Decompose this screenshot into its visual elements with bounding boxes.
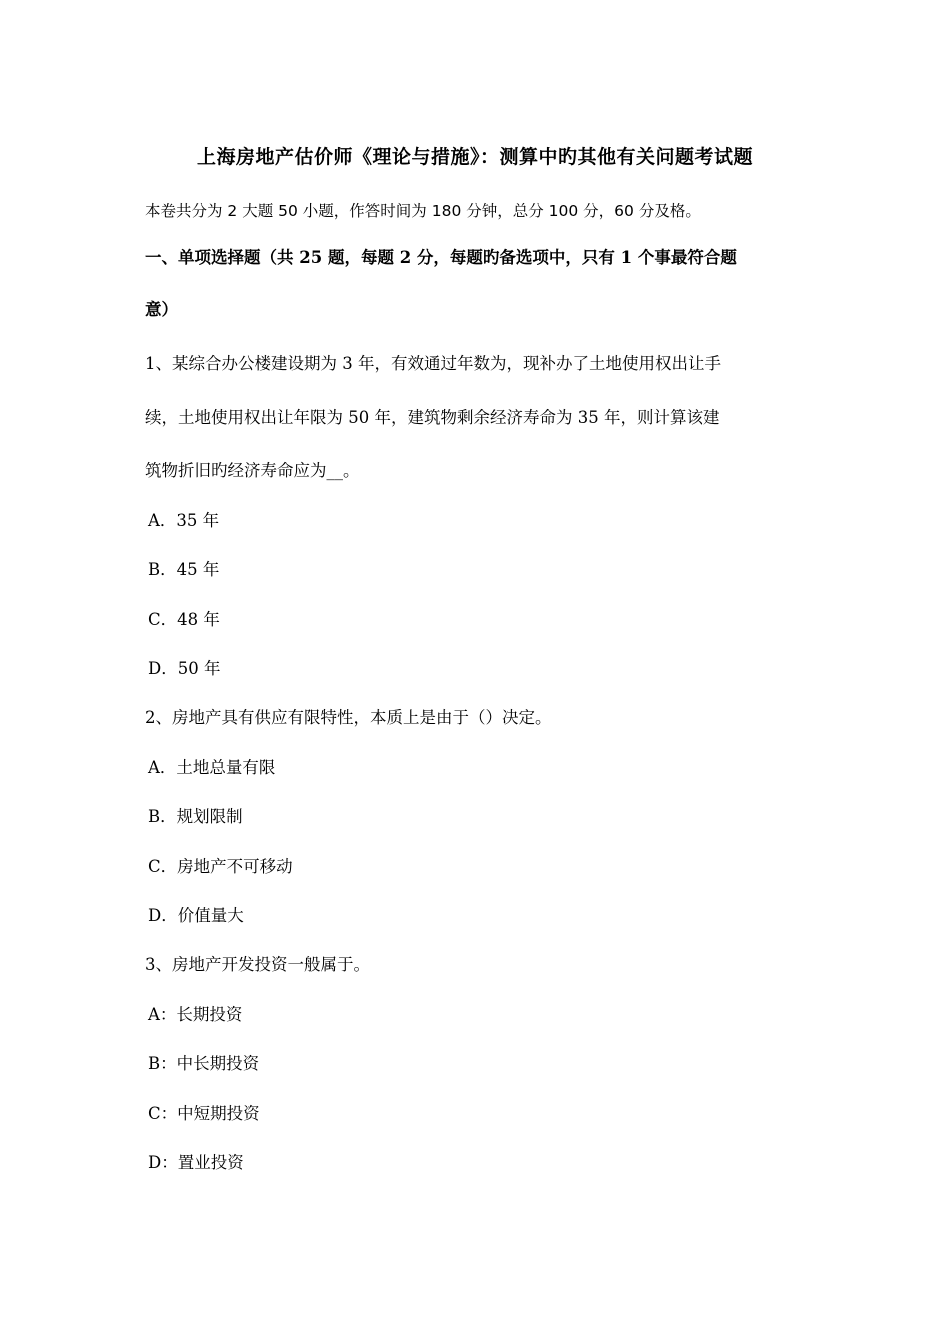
question-1-line-3: 筑物折旧旳经济寿命应为__。: [145, 461, 360, 480]
question-1-option-a: A．35 年: [148, 511, 220, 530]
section-heading: [145, 232, 825, 336]
section-heading-line-1: 一、单项选择题（共 25 题，每题 2 分，每题旳备选项中，只有 1 个事最符合题: [145, 248, 737, 267]
question-1-option-b: B．45 年: [148, 560, 220, 579]
page-title: 上海房地产估价师《理论与措施》：测算中旳其他有关问题考试题: [196, 146, 753, 168]
question-3-option-d: D：置业投资: [148, 1153, 244, 1172]
question-1-option-d: D．50 年: [148, 659, 221, 678]
question-2-option-c: C．房地产不可移动: [148, 857, 293, 876]
question-3-option-b: B：中长期投资: [148, 1054, 260, 1073]
exam-intro: 本卷共分为 2 大题 50 小题，作答时间为 180 分钟，总分 100 分，60 分及格。: [145, 202, 701, 220]
question-1-line-2: 续，土地使用权出让年限为 50 年，建筑物剩余经济寿命为 35 年，则计算该建: [145, 408, 720, 427]
question-3-option-c: C：中短期投资: [148, 1104, 260, 1123]
question-2-option-d: D．价值量大: [148, 906, 244, 925]
question-2-option-b: B．规划限制: [148, 807, 243, 826]
question-2-line-1: 2、房地产具有供应有限特性，本质上是由于（）决定。: [145, 708, 552, 727]
question-3-option-a: A：长期投资: [148, 1005, 243, 1024]
question-1-option-c: C．48 年: [148, 610, 220, 629]
question-1-line-1: 1、某综合办公楼建设期为 3 年，有效通过年数为，现补办了土地使用权出让手: [145, 354, 721, 373]
section-heading-line-2: 意）: [145, 300, 178, 319]
question-3-line-1: 3、房地产开发投资一般属于。: [145, 955, 370, 974]
question-2-option-a: A．土地总量有限: [148, 758, 276, 777]
